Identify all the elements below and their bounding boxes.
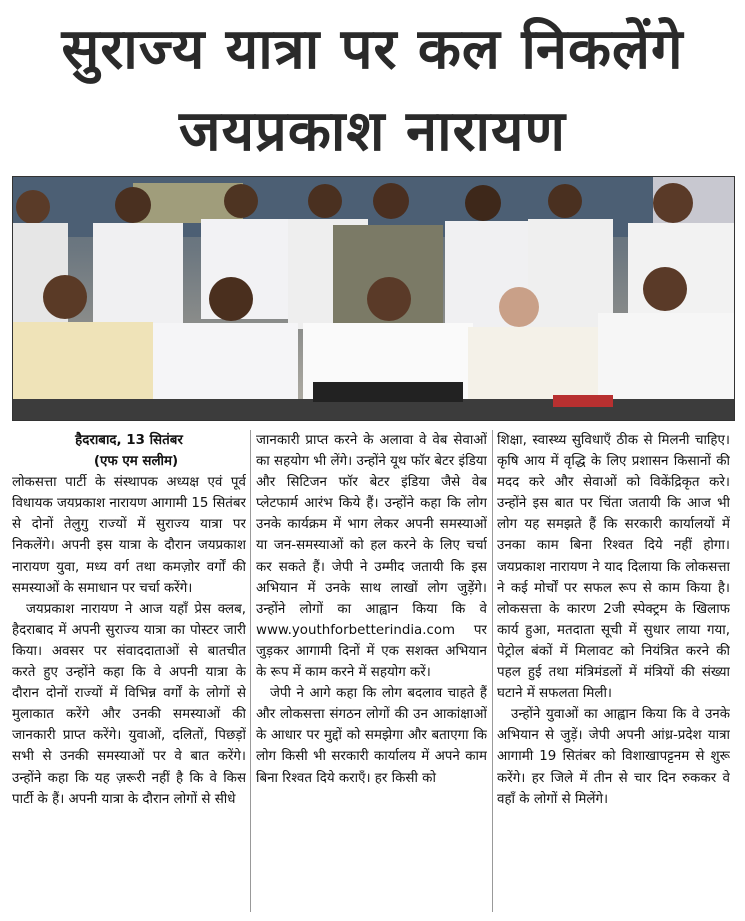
- column-rule-2: [492, 430, 493, 912]
- press-table: [13, 399, 734, 420]
- headline-line-1: सुराज्य यात्रा पर कल निकलेंगे: [61, 17, 684, 82]
- paragraph: जानकारी प्राप्त करने के अलावा वे वेब सेवाओं का सहयोग भी लेंगे। उन्होंने यूथ फॉर बेटर इंडिया और सिटिजन फॉर बेटर इंडिया जैसे वेब प्लेटफार्म आरंभ किये हैं। उन्होंने कहा कि लोग उनके कार्यक्रम में भाग लेकर अपनी समस्याओं या जन-समस्याओं को हल करने के लिए चर्चा कर सकते हैं। जेपी ने उम्मीद जतायी कि इस अभियान में उनके साथ लाखों लोग जुड़ेंगे। उन्होंने लोगों का आह्वान किया कि वे www.youthforbetterindia.com पर जुड़कर आगामी दिनों में एक सशक्त अभियान के रूप में काम करने में सहयोग करें।: [256, 433, 487, 681]
- dateline: हैदराबाद, 13 सितंबर: [75, 433, 183, 448]
- paragraph: शिक्षा, स्वास्थ्य सुविधाएँ ठीक से मिलनी चाहिए। कृषि आय में वृद्धि के लिए प्रशासन किसानों की मदद करे और सेवाओं को विकेंद्रिकृत करे। उन्होंने इस बात पर चिंता जतायी कि आज भी लोग यह समझते हैं कि सरकारी कार्यालयों में उनका काम बिना रिश्वत दिये नहीं होगा। जयप्रकाश नारायण ने याद दिलाया कि लोकसत्ता ने कई मोर्चों पर सफल रूप से काम किया है। लोकसत्ता के कारण 2जी स्पेक्ट्रम के खिलाफ कार्य हुआ, मतदाता सूची में सुधार लाया गया, पेट्रोल बंकों में मिलावट को नियंत्रित करने की पहल हुई तथा मंत्रिमंडलों में मंत्रियों की संख्या घटाने में सफलता मिली।: [497, 433, 730, 702]
- byline: (एफ एम सलीम): [93, 454, 179, 470]
- microphones: [313, 382, 463, 402]
- article-column-1: [12, 430, 246, 912]
- article-column-2: [256, 430, 487, 912]
- column-rule-1: [250, 430, 251, 912]
- paragraph: उन्होंने युवाओं का आह्वान किया कि वे उनके अभियान से जुड़ें। जेपी अपनी आंध्र-प्रदेश यात्रा आगामी 19 सितंबर को विशाखापट्टनम से शुरू करेंगे। हर जिले में तीन से चार दिन रुककर वे वहाँ के लोगों से मिलेंगे।: [497, 707, 730, 807]
- photo-illustration: [13, 177, 734, 420]
- press-conference-photo: [12, 176, 735, 421]
- mic-cover: [553, 395, 613, 407]
- paragraph-group-1: [12, 472, 246, 810]
- headline-line-2: जयप्रकाश नारायण: [179, 99, 566, 164]
- article-column-3: [497, 430, 730, 912]
- paragraph: जेपी ने आगे कहा कि लोग बदलाव चाहते हैं और लोकसत्ता संगठन लोगों की उन आकांक्षाओं के आधार पर मुद्दों को समझेगा और बताएगा कि लोग किसी भी सरकारी कार्यालय में अपने काम बिना रिश्वत दिये कराएँ। हर किसी को: [256, 686, 487, 786]
- paragraph: लोकसत्ता पार्टी के संस्थापक अध्यक्ष एवं पूर्व विधायक जयप्रकाश नारायण आगामी 15 सितंबर से दोनों तेलुगु राज्यों में सुराज्य यात्रा पर निकलेंगे। अपनी इस यात्रा के दौरान जयप्रकाश नारायण युवा, मध्य वर्ग तथा कमज़ोर वर्गों की समस्याओं के समाधान पर चर्चा करेंगे।: [12, 475, 246, 596]
- paragraph: जयप्रकाश नारायण ने आज यहाँ प्रेस क्लब, हैदराबाद में अपनी सुराज्य यात्रा का पोस्टर जारी किया। अवसर पर संवाददाताओं से बातचीत करते हुए उन्होंने कहा कि वे अपनी यात्रा के दौरान दोनों राज्यों में विभिन्न वर्गों के लोगों से मुलाकात करेंगे और उनकी समस्याओं की जानकारी प्राप्त करेंगे। युवाओं, दलितों, पिछड़ों सभी से उनकी समस्याओं पर वे बात करेंगे। उन्होंने कहा कि यह ज़रूरी नहीं है कि वे किस पार्टी के हैं। अपनी यात्रा के दौरान लोगों से सीधे: [12, 601, 246, 807]
